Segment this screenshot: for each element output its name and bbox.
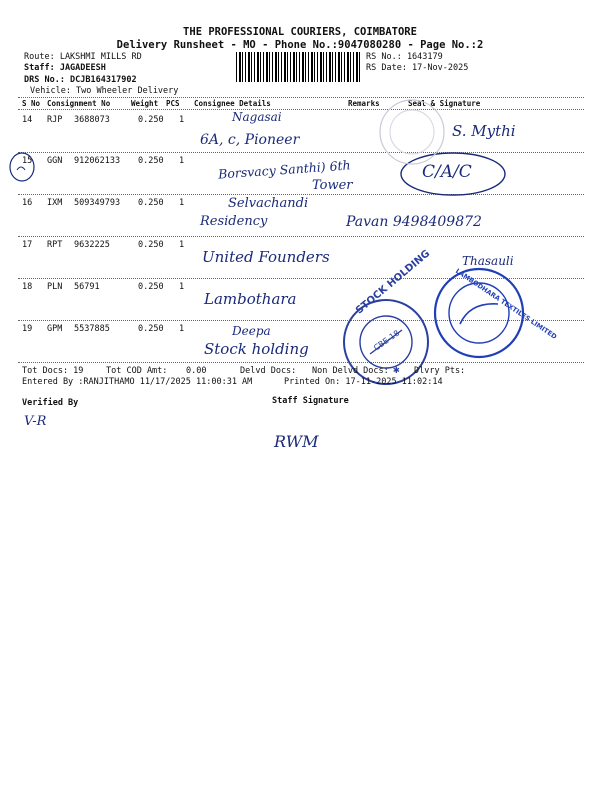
row-sno: 16 (22, 198, 33, 208)
total-docs: Tot Docs: 19 (22, 366, 84, 376)
row-weight: 0.250 (138, 115, 164, 125)
row-sno: 17 (22, 240, 33, 250)
verified-signature: V-R (24, 414, 47, 429)
total-cod-value: 0.00 (186, 366, 207, 376)
staff-signature: RWM (274, 432, 319, 451)
faint-stamp (376, 96, 448, 168)
handwritten-name-row19: Deepa (232, 324, 271, 338)
col-weight: Weight (131, 99, 159, 108)
row-consignment: 509349793 (74, 198, 121, 208)
row-prefix: IXM (47, 198, 63, 208)
rs-date: RS Date: 17-Nov-2025 (366, 63, 469, 73)
row-sno: 15 (22, 156, 33, 166)
row-weight: 0.250 (138, 282, 164, 292)
document-title: THE PROFESSIONAL COURIERS, COIMBATORE (183, 26, 417, 38)
non-delivered-docs: Non Delvd Docs: (312, 366, 389, 376)
col-consignment: Consignment No (47, 99, 111, 108)
handwritten-tower-row15: Tower (312, 178, 353, 193)
handwritten-address-row19: Stock holding (204, 340, 309, 358)
stamp-text-lambodhara: LAMBODHARA TEXTILES LIMITED (454, 267, 559, 341)
col-pcs: PCS (166, 99, 180, 108)
row-pcs: 1 (179, 156, 185, 166)
row-prefix: RJP (47, 115, 63, 125)
header-bottom-rule (18, 109, 584, 110)
table-bottom-rule (18, 362, 584, 363)
row-prefix: PLN (47, 282, 63, 292)
stamp-code: CBE-18 (372, 328, 402, 353)
row-consignment: 56791 (74, 282, 100, 292)
row-prefix: GGN (47, 156, 63, 166)
row-pcs: 1 (179, 282, 185, 292)
col-sno: S No (22, 99, 41, 108)
row-pcs: 1 (179, 240, 185, 250)
row-sno: 18 (22, 282, 33, 292)
printed-on: Printed On: 17-11-2025 11:02:14 (284, 377, 443, 387)
handwritten-name-row16: Selvachandi (228, 196, 309, 211)
handwritten-name-row14: Nagasai (232, 110, 282, 124)
handwritten-phone-row16: Pavan 9498409872 (346, 214, 482, 230)
col-seal-signature: Seal & Signature (408, 99, 481, 108)
staff-signature-label: Staff Signature (272, 396, 349, 406)
barcode (236, 52, 362, 82)
staff-label: Staff: JAGADEESH (24, 63, 106, 73)
row-highlight-circle (8, 150, 36, 184)
handwritten-address-row14: 6A, c, Pioneer (200, 132, 300, 148)
delivered-docs: Delvd Docs: (240, 366, 297, 376)
row-consignment: 5537885 (74, 324, 110, 334)
asterisk-icon: ✱ (393, 363, 400, 376)
vehicle-label: Vehicle: Two Wheeler Delivery (30, 86, 179, 96)
row-divider (18, 236, 584, 237)
row-weight: 0.250 (138, 156, 164, 166)
row-pcs: 1 (179, 324, 185, 334)
row-weight: 0.250 (138, 324, 164, 334)
header-top-rule (18, 97, 584, 98)
total-cod-label: Tot COD Amt: (106, 366, 168, 376)
drs-label: DRS No.: DCJB164317902 (24, 75, 137, 85)
row-pcs: 1 (179, 115, 185, 125)
row-consignment: 912062133 (74, 156, 121, 166)
col-consignee: Consignee Details (194, 99, 271, 108)
row-consignment: 9632225 (74, 240, 110, 250)
signature-row17: Thasauli (462, 254, 514, 268)
delivery-points: Dlvry Pts: (414, 366, 466, 376)
signature-row14: S. Mythi (452, 122, 516, 140)
route-label: Route: LAKSHMI MILLS RD (24, 52, 142, 62)
row-consignment: 3688073 (74, 115, 110, 125)
row-sno: 14 (22, 115, 33, 125)
handwritten-name-row18: Lambothara (204, 290, 297, 308)
runsheet-subtitle: Delivery Runsheet - MO - Phone No.:9047080280 - Page No.:2 (116, 39, 484, 51)
verified-by-label: Verified By (22, 398, 79, 408)
row-prefix: GPM (47, 324, 63, 334)
remark-row15: C/A/C (422, 162, 472, 182)
handwritten-address-row15: Borsvacy Santhi) 6th (217, 157, 352, 182)
row-pcs: 1 (179, 198, 185, 208)
row-sno: 19 (22, 324, 33, 334)
handwritten-name-row17: United Founders (202, 248, 330, 266)
rs-number: RS No.: 1643179 (366, 52, 443, 62)
row-prefix: RPT (47, 240, 63, 250)
col-remarks: Remarks (348, 99, 380, 108)
row-weight: 0.250 (138, 198, 164, 208)
handwritten-address-row16: Residency (200, 214, 268, 229)
stamp-text: STOCK HOLDING (354, 248, 433, 317)
row-weight: 0.250 (138, 240, 164, 250)
entered-by: Entered By :RANJITHAMO 11/17/2025 11:00:31 AM (22, 377, 253, 387)
